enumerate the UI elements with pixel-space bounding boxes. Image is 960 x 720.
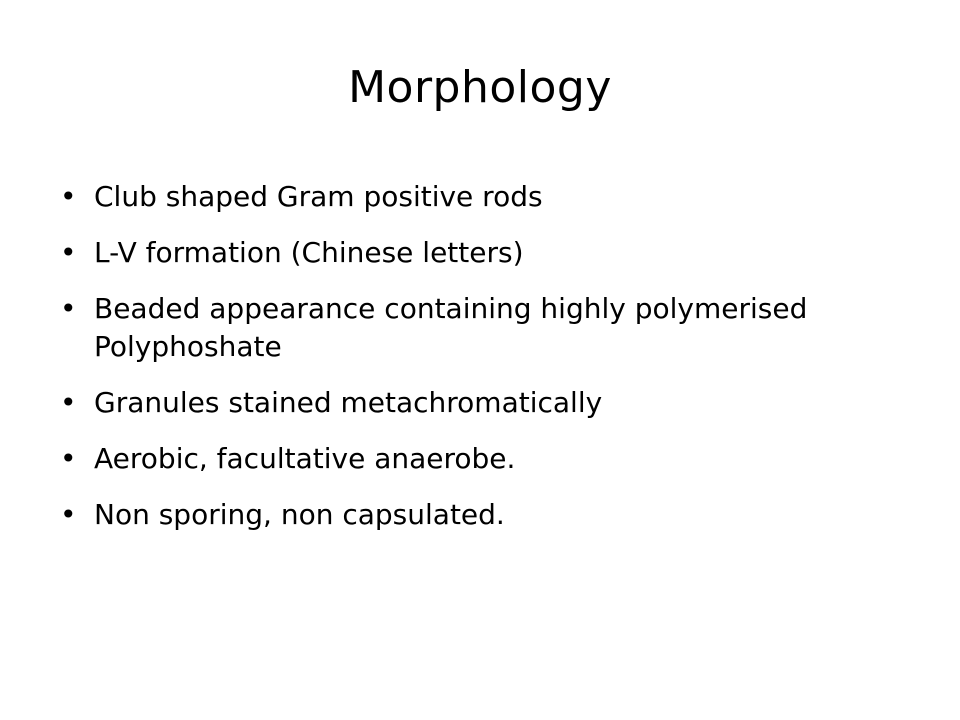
bullet-item xyxy=(60,178,920,216)
slide-title: Morphology xyxy=(348,62,612,113)
bullet-text: Non sporing, non capsulated. xyxy=(94,498,505,531)
bullet-dot-icon: • xyxy=(60,180,77,213)
bullet-list xyxy=(60,178,920,552)
bullet-text: Aerobic, facultative anaerobe. xyxy=(94,442,516,475)
bullet-item xyxy=(60,496,920,534)
bullet-text: Granules stained metachromatically xyxy=(94,386,603,419)
bullet-item xyxy=(60,440,920,478)
bullet-text: Club shaped Gram positive rods xyxy=(94,180,543,213)
bullet-text: L-V formation (Chinese letters) xyxy=(94,236,524,269)
bullet-dot-icon: • xyxy=(60,498,77,531)
bullet-dot-icon: • xyxy=(60,386,77,419)
bullet-text: Beaded appearance containing highly polymerised Polyphoshate xyxy=(94,292,808,363)
bullet-item xyxy=(60,290,920,366)
bullet-item xyxy=(60,234,920,272)
bullet-item xyxy=(60,384,920,422)
bullet-dot-icon: • xyxy=(60,236,77,269)
bullet-dot-icon: • xyxy=(60,442,77,475)
bullet-dot-icon: • xyxy=(60,292,77,325)
